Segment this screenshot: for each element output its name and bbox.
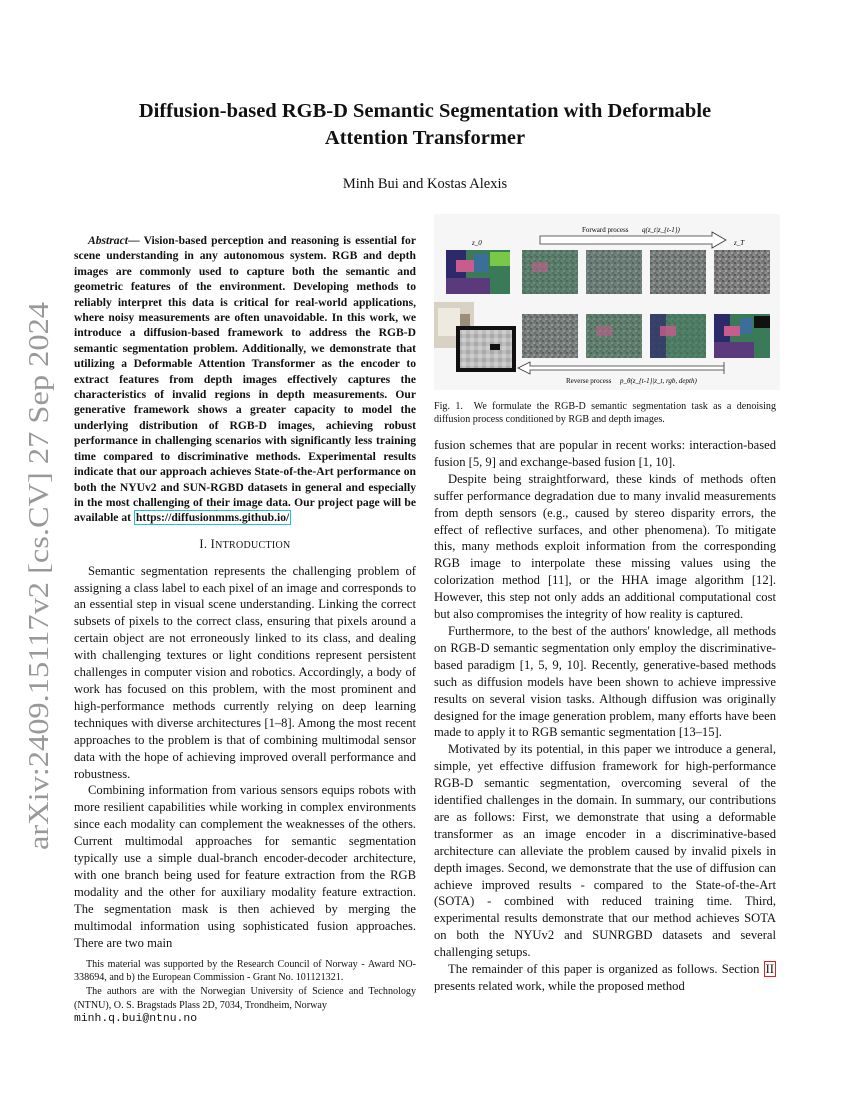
reverse-noisy-step-1 (522, 314, 578, 358)
title-line-2: Attention Transformer (324, 127, 526, 149)
forward-noisy-step-2 (586, 250, 642, 294)
authors: Minh Bui and Kostas Alexis (342, 176, 508, 192)
right-paragraph-4 (434, 961, 776, 995)
abstract (74, 233, 416, 526)
footnotes (74, 958, 416, 1026)
intro-paragraph-1: Semantic segmentation represents the challenging problem of assigning a class label to each pixel of an image and corresponds to an essential step in visual scene understanding. Linking the correct subsets of pixels to the correct class, ensuring that pixels around a certain object are not erroneously linked to its class, and dealing with challenging textures or light conditions represent persistent challenges in computer vision and robotics. Accordingly, a body of work has focused on this problem, with the most prominent and high-performance methods currently relying on deep learning techniques with diverse architectures [1–8]. Among the most recent approaches to the problem is that of combining multimodal sensor data with the hope of achieving improved overall performance and robustness. (74, 563, 416, 781)
section-title-first: I (210, 536, 216, 551)
forward-process-formula: q(z_t|z_{t-1}) (642, 226, 680, 234)
predicted-segmentation-mask (714, 314, 770, 358)
right-paragraph-3: Motivated by its potential, in this paper we introduce a general, simple, yet effective diffusion framework for high-performance RGB-D semantic segmentation, overcoming several of the identified challenges in the domain. In summary, our contributions are as follows: First, we demonstrate that using a deformable transformer as an image encoder in a discriminative-based architecture can alleviate the problem caused by invalid pixels in depth images. Second, we demonstrate that the use of diffusion can achieve improved results - compared to the State-of-the-Art (SOTA) - combined with reduced training time. Third, experimental results demonstrate that our method achieves SOTA on both the NYUv2 and SUNRGBD datasets and several challenging setups. (434, 742, 776, 960)
right-paragraph-2: Furthermore, to the best of the authors' knowledge, all methods on RGB-D semantic segmentation only employ the discriminative-based paradigm [1, 5, 9, 10]. Recently, generative-based methods such as diffusion models have been shown to achieve impressive results on several vision tasks. Although diffusion was originally designed for the image generation problem, many efforts have been made to apply it to RGB semantic segmentation [13–15]. (434, 623, 776, 740)
right-paragraph-4-start: The remainder of this paper is organized as follows. Section (448, 962, 764, 977)
right-paragraph-1: Despite being straightforward, these kinds of methods often suffer performance degradation due to many invalid measurements from depth sensors (e.g., caused by stereo disparity errors, the effect of reflective surfaces, and other phenomena). To mitigate this, many methods exploit information from the corresponding RGB image to interpolate these missing values using the colorization method [11], or the HHA image algorithm [12]. However, this step not only adds an additional computational cost but also compromises the integrity of how reality is captured. (434, 471, 776, 622)
footnote-affiliation: The authors are with the Norwegian University of Science and Technology (NTNU), O. S. Bragstads Plass 2D, 7034, Trondheim, Norway (74, 986, 416, 1011)
reverse-noisy-step-2 (586, 314, 642, 358)
right-paragraph-4-end: presents related work, while the proposed method (434, 979, 685, 993)
author-email[interactable]: minh.q.bui@ntnu.no (74, 1012, 198, 1025)
z0-segmentation-mask (446, 250, 510, 294)
project-page-link[interactable]: https://diffusionmms.github.io/ (135, 511, 290, 525)
paper-title (80, 98, 770, 152)
left-column (74, 233, 416, 951)
arxiv-id: arXiv:2409.15117v2 [cs.CV] 27 Sep 2024 (24, 376, 55, 850)
reverse-process-label: Reverse process (566, 377, 612, 385)
footnote-support: This material was supported by the Research Council of Norway - Award NO-338694, and b) the European Commission - Grant No. 101121321. (74, 959, 416, 984)
z0-label: z_0 (472, 239, 482, 247)
right-paragraph-0: fusion schemes that are popular in recent works: interaction-based fusion [5, 9] and exchange-based fusion [1, 10]. (434, 438, 776, 469)
forward-arrow (540, 232, 726, 248)
arxiv-sidebar (10, 290, 62, 850)
forward-noisy-step-1 (522, 250, 578, 294)
section-ref-link[interactable]: II (765, 962, 774, 977)
reverse-noisy-step-3 (650, 314, 706, 358)
abstract-dash: — (127, 234, 144, 247)
depth-input-image (456, 326, 516, 372)
section-title-rest: NTRODUCTION (215, 539, 291, 551)
reverse-process-formula: p_θ(z_{t-1}|z_t, rgb, depth) (620, 377, 697, 385)
figure-1-svg (434, 214, 780, 390)
zT-noise (714, 250, 770, 294)
abstract-label: Abstract (88, 234, 128, 247)
figure-caption-text: We formulate the RGB-D semantic segmentation task as a denoising diffusion process conditioned by RGB and depth images. (434, 401, 776, 425)
figure-caption-label: Fig. 1. (434, 401, 463, 412)
reverse-arrow (518, 362, 724, 374)
abstract-text: Vision-based perception and reasoning is essential for scene understanding in any autonomous system. RGB and depth images are commonly used to capture both the semantic and geometric features of the environment. Developing methods to reliably interpret this data is critical for real-world applications, where noisy measurements are often unavoidable. In this work, we introduce a diffusion-based framework to address the RGB-D semantic segmentation problem. Additionally, we demonstrate that utilizing a Deformable Attention Transformer as the encoder to extract features from depth images effectively captures the characteristics of invalid regions in depth measurements. Our generative framework shows a greater capacity to model the underlying distribution of RGB-D images, achieving robust performance in challenging scenarios with significantly less training time compared to discriminative methods. Experimental results indicate that our approach achieves State-of-the-Art performance on both the NYUv2 and SUN-RGBD datasets in general and especially in the most challenging of their image data. Our project page will be available at (74, 234, 416, 525)
intro-paragraph-2: Combining information from various sensors equips robots with more resilient capabilities while working in complex environments since each modality can complement the weaknesses of the others. Current multimodal approaches for semantic segmentation typically use a simple dual-branch encoder-decoder architecture, with one branch being used for feature extraction from the RGB modality and the other for auxiliary modality feature extraction. The segmentation mask is then achieved by merging the multimodal information using sophisticated fusion approaches. There are two main (74, 783, 416, 950)
right-column (434, 437, 776, 995)
figure-1 (434, 214, 780, 390)
section-heading-introduction (74, 536, 416, 555)
forward-noisy-step-3 (650, 250, 706, 294)
forward-process-label: Forward process (582, 226, 629, 234)
arxiv-sidebar-svg (10, 290, 62, 850)
title-line-1: Diffusion-based RGB-D Semantic Segmentation with Deformable (138, 100, 712, 122)
section-number: I. (199, 536, 211, 551)
figure-1-caption (434, 401, 776, 427)
zT-label: z_T (734, 239, 745, 247)
